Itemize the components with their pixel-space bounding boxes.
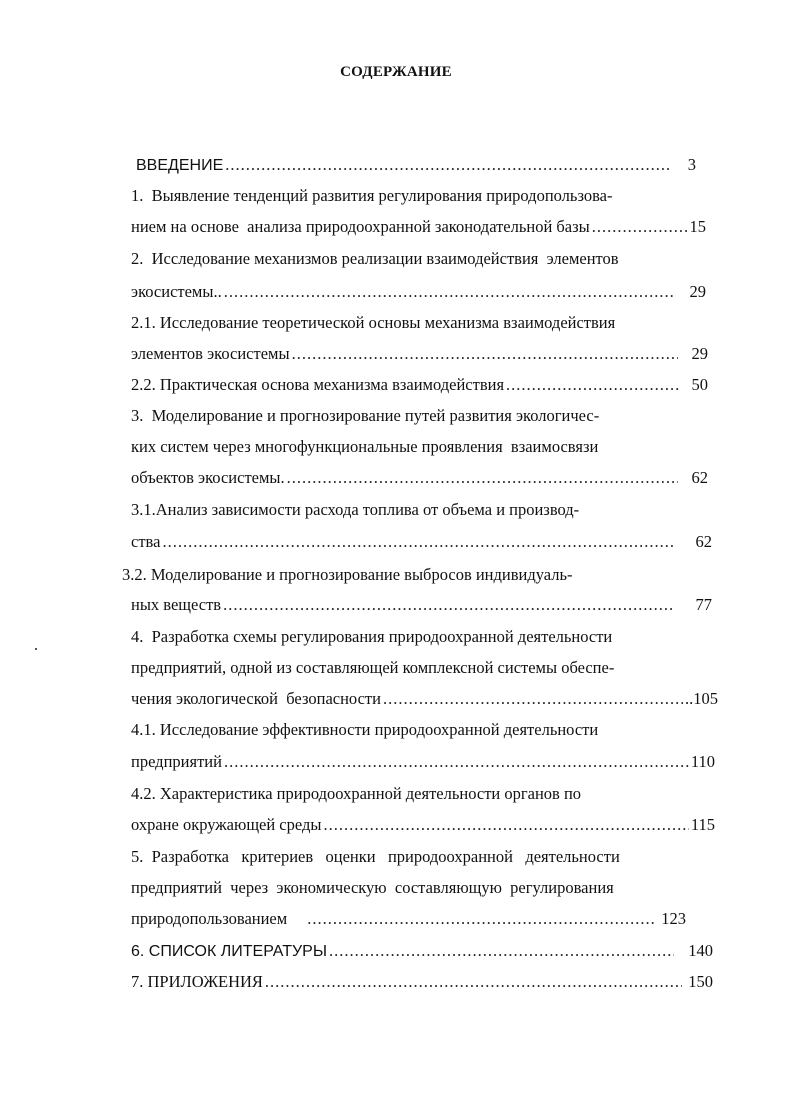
- toc-s21-page: 29: [691, 344, 708, 363]
- toc-entry-s3[interactable]: [131, 468, 708, 488]
- page-title: СОДЕРЖАНИЕ: [340, 64, 452, 80]
- leader-dots: [265, 972, 682, 992]
- toc-s1-line1: 1. Выявление тенденций развития регулирования природопользова-: [131, 186, 613, 205]
- toc-s41-line2: предприятий: [131, 752, 222, 771]
- toc-s2-line1: 2. Исследование механизмов реализации взаимодействия элементов: [131, 249, 619, 268]
- toc-s7-text: 7. ПРИЛОЖЕНИЯ: [131, 972, 263, 991]
- toc-s2-line2: экосистемы..: [131, 282, 222, 301]
- leader-dots: [224, 282, 676, 302]
- leader-dots: [224, 752, 689, 772]
- toc-entry-s32[interactable]: [131, 595, 712, 615]
- toc-s21-line1: 2.1. Исследование теоретической основы механизма взаимодействия: [131, 313, 616, 332]
- toc-s22-page: 50: [691, 375, 708, 394]
- toc-s3-line1: 3. Моделирование и прогнозирование путей развития экологичес-: [131, 406, 600, 425]
- toc-entry-s1[interactable]: [131, 217, 706, 237]
- toc-entry-s5[interactable]: [131, 909, 686, 929]
- toc-s32-line2: ных веществ: [131, 595, 222, 614]
- toc-entry-s2[interactable]: [131, 282, 706, 302]
- scan-speck: [35, 648, 37, 650]
- leader-dots: [383, 689, 683, 709]
- toc-entry-s41[interactable]: [131, 752, 715, 772]
- toc-s42-page: 115: [690, 815, 715, 834]
- toc-s32-line1: 3.2. Моделирование и прогнозирование выбросов индивидуаль-: [122, 565, 573, 584]
- toc-entry-s6[interactable]: [131, 941, 713, 962]
- toc-s42-line2: охране окружающей среды: [131, 815, 322, 834]
- toc-s4-page: ..105: [685, 689, 718, 708]
- toc-s32-page: 77: [695, 595, 712, 614]
- toc-s5-page: 123: [661, 909, 686, 928]
- toc-s3-page: 62: [691, 468, 708, 487]
- toc-s31-page: 62: [695, 532, 712, 551]
- toc-s4-line1: 4. Разработка схемы регулирования природоохранной деятельности: [131, 627, 613, 646]
- leader-dots: [292, 344, 678, 364]
- toc-s31-line1: 3.1.Анализ зависимости расхода топлива от объема и производ-: [131, 500, 580, 519]
- leader-dots: [287, 468, 678, 488]
- toc-s41-page: 110: [690, 752, 715, 771]
- toc-s1-line2: нием на основе анализа природоохранной законодательной базы: [131, 217, 590, 236]
- leader-dots: [307, 909, 655, 929]
- toc-s6-page: 140: [688, 941, 713, 960]
- toc-s5-line3: природопользованием: [131, 909, 288, 928]
- toc-s31-line2: ства: [131, 532, 161, 551]
- toc-entry-s42[interactable]: [131, 815, 715, 835]
- toc-entry-s7[interactable]: [131, 972, 713, 992]
- toc-s6-text: 6. СПИСОК ЛИТЕРАТУРЫ: [131, 943, 327, 960]
- toc-entry-s21[interactable]: [131, 344, 708, 364]
- leader-dots: [225, 155, 672, 175]
- toc-s41-line1: 4.1. Исследование эффективности природоохранной деятельности: [131, 720, 599, 739]
- toc-s21-line2: элементов экосистемы: [131, 344, 290, 363]
- toc-s2-page: 29: [689, 282, 706, 301]
- toc-s42-line1: 4.2. Характеристика природоохранной деятельности органов по: [131, 784, 582, 803]
- toc-entry-intro[interactable]: [136, 155, 696, 176]
- toc-intro-text: ВВЕДЕНИЕ: [136, 157, 224, 174]
- toc-s22-line1: 2.2. Практическая основа механизма взаимодействия: [131, 375, 505, 394]
- toc-s3-line3: объектов экосистемы.: [131, 468, 285, 487]
- leader-dots: [506, 375, 679, 395]
- toc-s5-line2: предприятий через экономическую составляющую регулирования: [131, 878, 614, 897]
- toc-intro-page: 3: [687, 155, 696, 174]
- leader-dots: [223, 595, 673, 615]
- toc-s4-line2: предприятий, одной из составляющей комплексной системы обеспе-: [131, 658, 615, 677]
- toc-entry-s4[interactable]: [131, 689, 718, 709]
- leader-dots: [162, 532, 675, 552]
- toc-s1-page: 15: [689, 217, 706, 236]
- toc-s5-line1: 5. Разработка критериев оценки природоохранной деятельности: [131, 847, 620, 866]
- toc-s3-line2: ких систем через многофункциональные проявления взаимосвязи: [131, 437, 599, 456]
- leader-dots: [592, 217, 688, 237]
- toc-entry-s22[interactable]: [131, 375, 708, 395]
- toc-s7-page: 150: [688, 972, 713, 991]
- leader-dots: [329, 941, 674, 961]
- toc-entry-s31[interactable]: [131, 532, 712, 552]
- leader-dots: [323, 815, 688, 835]
- toc-s4-line3: чения экологической безопасности: [131, 689, 381, 708]
